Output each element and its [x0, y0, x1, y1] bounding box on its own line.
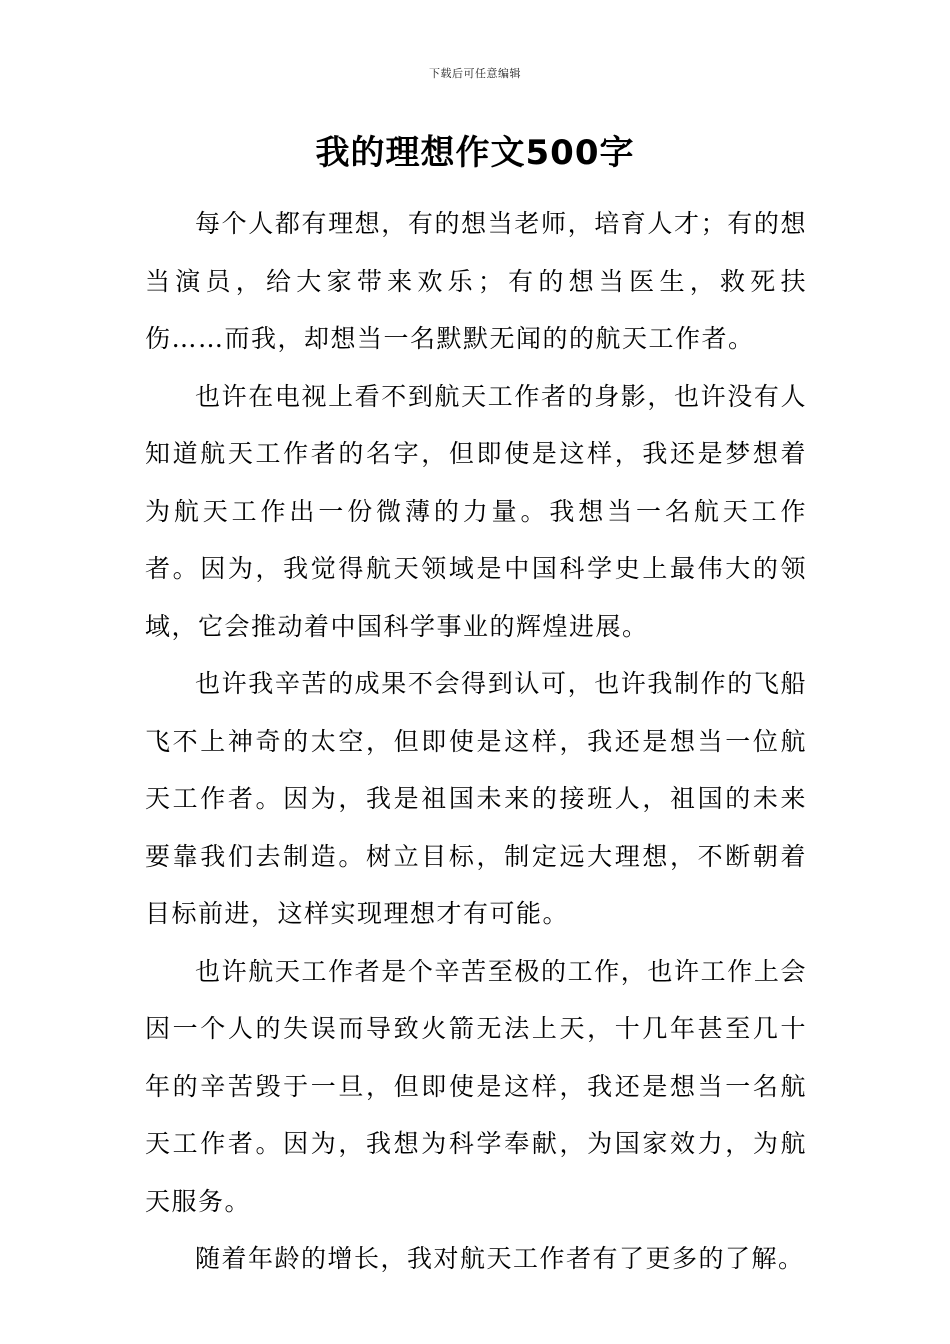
- paragraph: 也许在电视上看不到航天工作者的身影，也许没有人知道航天工作者的名字，但即使是这样，我还是梦想着为航天工作出一份微薄的力量。我想当一名航天工作者。因为，我觉得航天领域是中国科学史上最伟大的领域，它会推动着中国科学事业的辉煌进展。: [145, 381, 807, 641]
- paragraph: 随着年龄的增长，我对航天工作者有了更多的了解。: [195, 1244, 805, 1273]
- paragraph: 也许我辛苦的成果不会得到认可，也许我制作的飞船飞不上神奇的太空，但即使是这样，我还是想当一位航天工作者。因为，我是祖国未来的接班人，祖国的未来要靠我们去制造。树立目标，制定远大理想，不断朝着目标前进，这样实现理想才有可能。: [145, 669, 807, 928]
- document-title: 我的理想作文500字: [315, 133, 635, 173]
- paragraph: 每个人都有理想，有的想当老师，培育人才；有的想当演员，给大家带来欢乐；有的想当医生，救死扶伤……而我，却想当一名默默无闻的的航天工作者。: [145, 209, 807, 353]
- paragraph: 也许航天工作者是个辛苦至极的工作，也许工作上会因一个人的失误而导致火箭无法上天，十几年甚至几十年的辛苦毁于一旦，但即使是这样，我还是想当一名航天工作者。因为，我想为科学奉献，为国家效力，为航天服务。: [145, 956, 807, 1216]
- page-header-note: 下载后可任意编辑: [429, 67, 521, 80]
- document-body: [145, 195, 807, 1288]
